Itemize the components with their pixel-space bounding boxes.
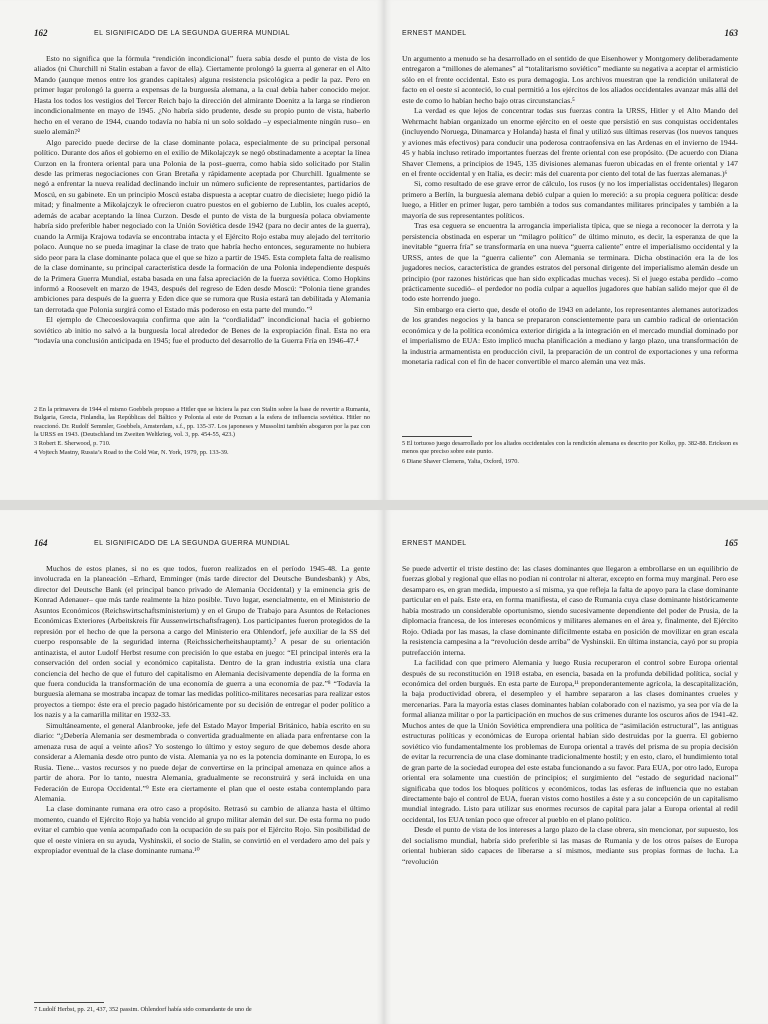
running-head-title: EL SIGNIFICADO DE LA SEGUNDA GUERRA MUNDIAL <box>94 540 290 547</box>
page-164 <box>0 510 384 1024</box>
paragraph: La verdad es que lejos de concentrar todas sus fuerzas contra la URSS, Hitler y el Alto Mando del Wehrmacht habían organizado un enorme ejército en el oeste que persistió en sus conquistas occidentales (incluyendo Noruega, Dinamarca y Holanda) hasta el final y utilizó sus últimas reservas (los nuevos tanques y aviones más efectivos) para conducir una poderosa contraofensiva en las Ardenas en el invierno de 1944-45 y había incluso retirado importantes fuerzas del frente oriental con ese propósito. (De acuerdo con Diana Shaver Clemens, a principios de 1945, 135 divisiones alemanas fueron ubicadas en el frente oriental y 147 en el frente occidental y en Italia, es decir: más del cuarenta por ciento del total de las fuerzas alemanas.)⁶ <box>402 106 738 178</box>
footnote-rule <box>402 436 472 437</box>
footnotes <box>34 406 370 459</box>
paragraph: Esto no significa que la fórmula “rendición incondicional” fuera sabia desde el punto de vista de los aliados (ni Churchill ni Stalin estaban a favor de ella). Ciertamente prolongó la guerra al generar en el Alto Mando (aunque menos entre los grandes capitales) alguna resistencia psicológica a pedir la paz. Pero en primer lugar prolongó la guerra a expensas de la burguesía alemana, a la cual debía haber conocido mejor. Hasta los todos los vestigios del Tercer Reich bajo la dirección del almirante Doenitz a la larga se rindieron incondicionalmente en mayo de 1945. ¿No habría sido prudente, desde su propio punto de vista, haberlo hecho en el verano de 1944, cuando todavía no había ni un solo soldado –y especialmente ningún ruso– en suelo alemán?² <box>34 54 370 137</box>
footnote: 2 En la primavera de 1944 el mismo Goebbels propuso a Hitler que se hiciera la paz con Stalin sobre la base de revertir a Rumania, Bulgaria, Grecia, Finlandia, las Repúblicas del Báltico y Polonia al este de Poznan a la esfera de influencia soviética. Hitler no reaccionó. Dr. Rudolf Semmler, Goebbels, Amsterdam, s.f., pp. 135-37. Los japoneses y Mussolini también abogaron por la paz con la URSS en 1943. (Deutschland im Zweiten Weltkrieg, vol. 3, pp. 454-55, 423.) <box>34 406 370 438</box>
page-163 <box>384 0 768 500</box>
spread-pages-164-165 <box>0 510 768 1024</box>
running-head-title: ERNEST MANDEL <box>402 540 467 547</box>
footnote: 6 Diane Shaver Clemens, Yalta, Oxford, 1970. <box>402 457 519 465</box>
body-text <box>34 54 370 347</box>
running-head-title: EL SIGNIFICADO DE LA SEGUNDA GUERRA MUNDIAL <box>94 30 290 37</box>
page-162 <box>0 0 384 500</box>
paragraph: Simultáneamente, el general Alanbrooke, jefe del Estado Mayor Imperial Británico, había escrito en su diario: “¿Debería Alemania ser desmembrada o convertida gradualmente en aliada para enfrentarse con la amenaza rusa de aquí a veinte años? Yo sostengo lo último y estoy seguro de que debemos desde ahora considerar a Alemania desde otro punto de vista. Alemania ya no es la potencia dominante en Europa, lo es Rusia. Tiene... vastos recursos y no puede dejar de convertirse en la principal amenaza en quince años a partir de ahora. Por lo tanto, nuestra Alemania, gradualmente se reconstruirá y será incluida en una Federación de Europa Occidental.”⁹ Este era ciertamente el plan que el oeste estaba contemplando para Alemania. <box>34 720 370 803</box>
page-number: 165 <box>724 538 738 548</box>
paragraph: Desde el punto de vista de los intereses a largo plazo de la clase obrera, sin mencionar, por supuesto, los del socialismo mundial, habría sido preferible si las masas de Rumania y de los otros países de Europa oriental hubieran sido capaces de liberarse a sí mismos, mediante sus propias formas de lucha. La “revolución <box>402 825 738 866</box>
footnote: 5 El tortuoso juego desarrollado por los aliados occidentales con la rendición alemana es descrito por Kolko, pp. 382-88. Erickson es menos que preciso sobre este punto. <box>402 440 738 456</box>
body-text <box>402 54 738 368</box>
paragraph: Se puede advertir el triste destino de: las clases dominantes que llegaron a embrollarse en un equilibrio de fuerzas global y regional que ellas no podían ni controlar ni alterar, excepto en forma muy marginal. Pero ese desamparo es, en gran medida, impuesto a sí misma, ya que refleja la falta de apoyo para la clase dominante particular en el país. Este era, en forma manifiesta, el caso de Rumania cuya clase dominante históricamente había mostrado un considerable oportunismo, siendo sucesivamente dependiente del poder de Prusia, de la diplomacia francesa, de los intereses económicos y militares alemanes en el área y, finalmente, del Ejército Rojo. Odiada por las masas, la clase dominante difícilmente estaba en posición de movilizar en gran escala la resistencia campesina a la “revolución desde arriba” de Vyshinskii. En última instancia, cayó por su propia putrefacción interna. <box>402 564 738 657</box>
paragraph: Un argumento a menudo se ha desarrollado en el sentido de que Eisenhower y Montgomery deliberadamente entregaron a “millones de alemanes” al “totalitarismo soviético” mediante su negativa a aceptar el armisticio sólo en el frente occidental. Esto es pura demagogia. Los archivos muestran que la rendición unilateral de facto en el oeste sí aconteció, lo cual permitió a los ejércitos de los aliados occidentales avanzar más allá del este de como lo habían hecho bajo otras circunstancias.⁵ <box>402 54 738 105</box>
footnote: 4 Vojtech Mastny, Russia’s Road to the Cold War, N. York, 1979, pp. 133-39. <box>34 449 229 457</box>
paragraph: La facilidad con que primero Alemania y luego Rusia recuperaron el control sobre Europa oriental después de su reconstitución en 1918 estaba, en esencia, basada en la profunda debilidad política, social y económica del orden burgués. En esta parte de Europa,¹¹ preponderantemente agrícola, la descapitalización, la baja productividad obrera, el desempleo y el hambre separaron a las clases dominantes crueles y mercenarias. Para la mayoría estas clases dominantes habían colaborado con el nazismo, ya sea por vía de la formal alianza militar o por la participación en muchos de sus crímenes durante los oscuros años de 1941-42. Muchos antes de que la Unión Soviética emprendiera una política de “asimilación estructural”, las antiguas estructuras políticas y económicas de Europa oriental habían sido destruidas por la guerra. El gobierno soviético vio fundamentalmente los problemas de Europa oriental a través del prisma de su propia decisión de evitar la recurrencia de una clase dominante tradicionalmente hostil; y en esto, claro, el hundimiento total de gran parte de la sociedad europea del este estaba funcionando a su favor. Para EUA, por otro lado, Europa oriental era solamente una cuestión de principios; el surgimiento del “estado de seguridad nacional” significaba que todos los bloques políticos y económicos, todas las esferas de influencia que no estaban directamente bajo el control de EUA, fueran vistos como hostiles a éste y a su concepción de un capitalismo mundial integrado. Listo para utilizar sus enormes recursos de capital para jalar a Europa oriental al redil occidental, los EUA tenían poco que ofrecer al pueblo en el plano político. <box>402 658 738 824</box>
paragraph: El ejemplo de Checoeslovaquia confirma que aún la “cordialidad” incondicional hacia el gobierno soviético ab initio no salvó a la burguesía local alrededor de Benes de la expropiación final. Esta no era “todavía una conclusión anticipada en 1945; fue el producto del desarrollo de la Guerra Fría en 1946-47.⁴ <box>34 315 370 346</box>
page-165 <box>384 510 768 1024</box>
paragraph: La clase dominante rumana era otro caso a propósito. Retrasó su cambio de alianza hasta el último momento, cuando el Ejército Rojo ya había vencido al grupo militar alemán del sur. De esta forma no pudo evitar el cambio que venía acompañado con la ocupación de su país por el Ejército Rojo. Sin posibilidad de que el oeste viniera en su ayuda, Vyshinskii, el socio de Stalin, se convirtió en el verdadero amo del país y expropiador eventual de la clase dominante rumana.¹⁰ <box>34 804 370 856</box>
body-text <box>34 564 370 857</box>
body-text <box>402 564 738 867</box>
footnote: 7 Ludolf Herbst, pp. 21, 437, 352 passim. Ohlendorf había sido comandante de uno de <box>34 1006 252 1013</box>
paragraph: Muchos de estos planes, si no es que todos, fueron realizados en el período 1945-48. La gente involucrada en la planeación –Erhard, Emminger (más tarde director del Deutsche Bundesbank) y Abs, director del Deutsche Bank (el principal banco privado de Alemania Occidental) y la eminencia gris de Konrad Adenauer– que más tarde realmente la hizo posible. Tuvo lugar, esencialmente, en el Ministerio de Asuntos Económicos (Reichswirtschaftsministerium) y en el Grupo de Trabajo para Asuntos de Relaciones Económicas Exteriores (Arbeitskreis für Aussenwirtschaftsfragen). Los participantes fueron protegidos de la represión por el hecho de que la persona a cargo del Ministerio era Ohlendorf, jefe auxiliar de la SS del cuerpo responsable de la seguridad interna (Reichssicherheitshauptamt).⁷ A pesar de su orientación antinazista, el autor Ludolf Herbst resume con precisión lo que estaba en juego: “El principal interés era la conservación del orden social y económico capitalista. Dentro de la gran industria existía una clara conciencia del hecho de que el futuro del capitalismo en Alemania decisivamente dependía de la forma en que fuera conducida la transformación de una economía de guerra a una economía de paz.”⁸ “Todavía la burguesía alemana se mostraba incapaz de tomar las medidas político-militares necesarias para realizar estos proyectos a tiempo: éste era el precio pagado históricamente por su decisión de entregar el poder político a los nazis y a la camarilla militar en 1932-33. <box>34 564 370 720</box>
running-head-title: ERNEST MANDEL <box>402 30 467 37</box>
page-number: 164 <box>34 538 48 548</box>
spread-pages-162-163 <box>0 0 768 500</box>
spread-divider <box>0 500 768 510</box>
paragraph: Tras esa ceguera se encuentra la arrogancia imperialista típica, que se niega a reconocer la derrota y la persistencia obstinada en esperar un “milagro político” de último minuto, es decir, la esperanza de que la inevitable “guerra fría” se transformaría en una nueva “guerra caliente” entre el imperialismo occidental y la URSS, antes de que la “guerra caliente” con Alemania se terminara. Dicha obstinación era la de los jugadores necios, característica de grandes estratos del personal dirigente del imperialismo alemán desde un principio (por razones históricas que han sido explicadas muchas veces). Si el juego estaba perdido –como prácticamente sucedió– el perdedor no podía culpar a aquellos jugadores que habían salido mejor que él de todo este horrendo juego. <box>402 221 738 304</box>
paragraph: Algo parecido puede decirse de la clase dominante polaca, especialmente de su principal personal político. Durante dos años el gobierno en el exilio de Mikolajczyk se negó obstinadamente a aceptar la línea Curzon en la frontera oriental para una Polonia de la post–guerra, como había sido solicitado por Stalin desde las primeras negociaciones con Gran Bretaña y rápidamente aceptada por Churchill. Igualmente se negó a enfrentar la nueva realidad declinando incluir un número suficiente de representantes, partidarios de Moscú, en su gabinete. En un principio Moscú estaba dispuesta a aceptar cuatro de diecisiete; luego pidió la mitad; y finalmente a Mikolajczyk le ofrecieron cuatro puestos en el gobierno de Lublin, los cuales aceptó, además de acabar aceptando la línea Curzon. Desde el punto de vista de la burguesía polaca obviamente habría sido preferible haber negociado con la Unión Soviética desde 1942 (para no decir antes de la guerra), cuando la Armija Krajowa todavía se encontraba intacta y el Ejército Rojo estaba muy alejado del territorio polaco. Aunque no se pueda imaginar la clase de trato que habría hecho entonces, seguramente no hubiera sido peor para la clase dominante polaca que el que se hizo a partir de 1945. Esta completa falta de realismo de la clase dominante, su principal característica desde la formación de una Polonia independiente después de la Primera Guerra Mundial, estaba basada en una falsa apreciación de la fuerza soviética. Como Hopkins informó a Roosevelt en marzo de 1943, después del regreso de Eden desde Moscú: “Polonia tiene grandes ambiciones para después de la guerra y Eden dice que se rumora que Rusia estará tan debilitada y Alemania tan derrotada que Polonia surgirá como el Estado más poderoso en esta parte del mundo.”³ <box>34 137 370 314</box>
page-number: 162 <box>34 28 48 38</box>
paragraph: Sin embargo era cierto que, desde el otoño de 1943 en adelante, los representantes alemanes autorizados de los grandes negocios y la banca se prepararon conscientemente para un cambio radical de orientación económica y de la política económica exterior dirigida a la integración en el mercado mundial dominado por el imperialismo de EUA: Esto implicó mucha planificación a mediano y largo plazo, una transformación de la industria armamentista en producción civil, la preparación de un control de exportaciones y una reforma monetaria radical con el fin de hacer convertible el marco alemán una vez más. <box>402 304 738 367</box>
paragraph: Si, como resultado de ese grave error de cálculo, los rusos (y no los imperialistas occidentales) llegaron primero a Berlín, la burguesía alemana debió culpar a quien lo mereció: a su propia ceguera política: desde luego, a Hitler en primer lugar, pero también a todos sus comandantes militares principales y también a la mayoría de sus representantes políticos. <box>402 179 738 220</box>
footnote: 3 Robert E. Sherwood, p. 710. <box>34 440 111 448</box>
footnote-rule <box>34 1002 104 1003</box>
page-number: 163 <box>724 28 738 38</box>
footnotes <box>402 436 738 467</box>
footnotes <box>34 1002 370 1015</box>
